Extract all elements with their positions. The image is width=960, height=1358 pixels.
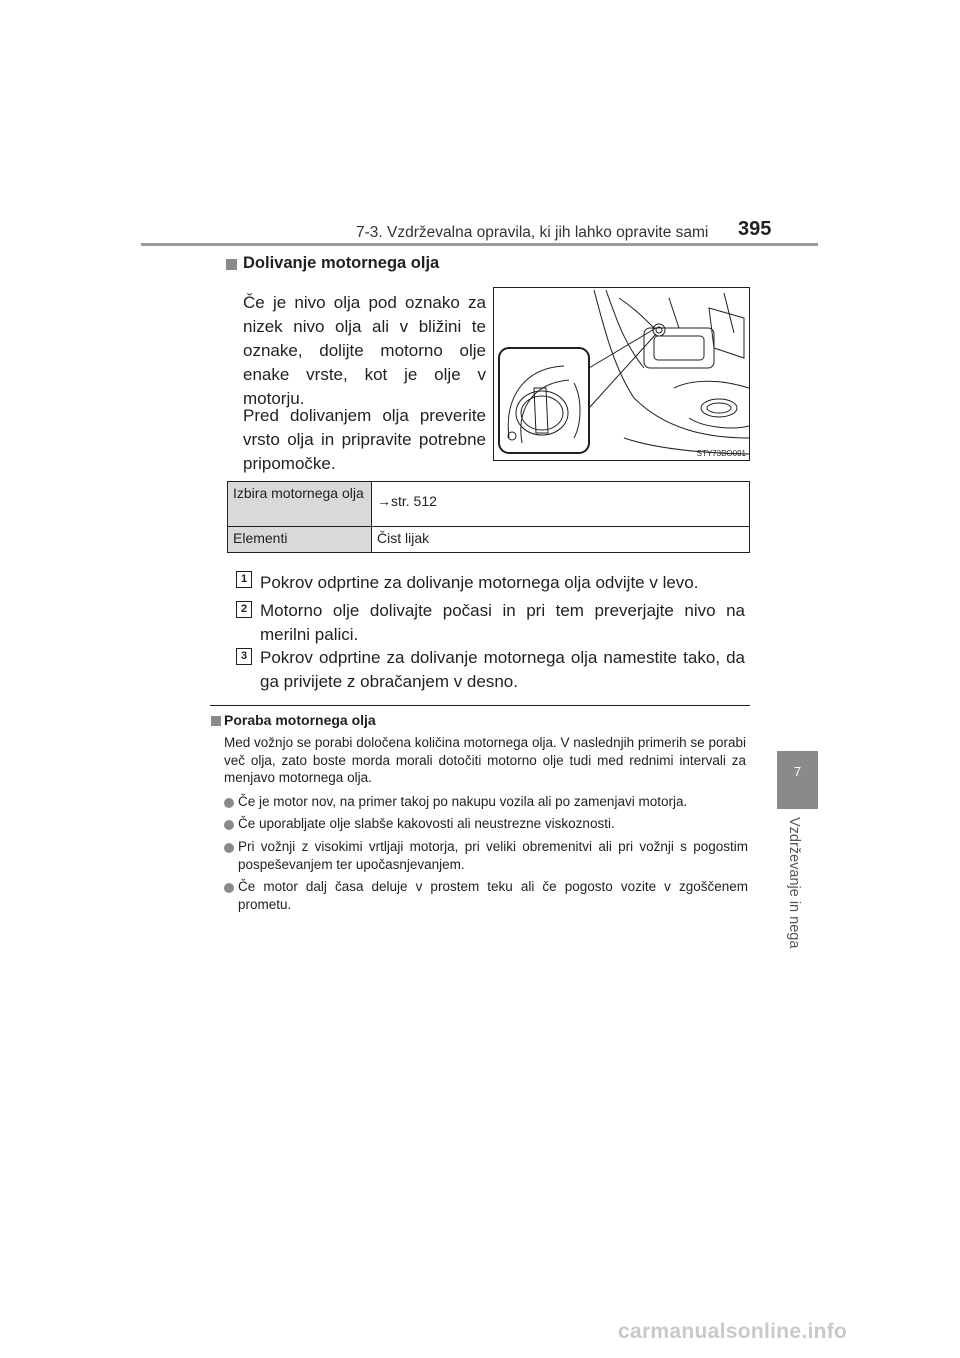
- note-bullet: Če uporabljate olje slabše kakovosti ali neustrezne viskoznosti.: [238, 816, 615, 831]
- note-marker-icon: [211, 716, 221, 726]
- figure-code: STY73BO091: [696, 449, 746, 458]
- watermark: carmanualsonline.info: [618, 1320, 848, 1343]
- note-body: Med vožnjo se porabi določena količina motornega olja. V naslednjih primerih se porabi več olja, zato boste morda morali dotočiti motorno olje tudi med rednimi intervali za menjavo motornega olja.: [224, 735, 746, 785]
- section-divider: [210, 705, 750, 706]
- table-cell-label: Izbira motornega olja: [228, 482, 372, 527]
- intro-paragraph-2: Pred dolivanjem olja preverite vrsto olja in pripravite potrebne pripomočke.: [243, 406, 486, 473]
- chapter-label: Vzdrževanje in nega: [786, 817, 802, 949]
- chapter-number: 7: [793, 764, 802, 779]
- step-number-badge: 3: [236, 648, 252, 665]
- bullet-icon: [224, 843, 234, 853]
- step-text: Motorno olje dolivajte počasi in pri tem preverjajte nivo na merilni palici.: [260, 601, 745, 644]
- chapter-tab: [777, 751, 818, 809]
- header-title: 7-3. Vzdrževalna opravila, ki jih lahko opravite sami: [356, 224, 709, 241]
- engine-illustration: [494, 288, 749, 460]
- header-rule: [141, 243, 818, 246]
- engine-oil-cap-figure: [493, 287, 750, 461]
- table-cell-value: →str. 512: [372, 482, 750, 527]
- spec-table: [227, 481, 750, 553]
- note-title: Poraba motornega olja: [224, 712, 376, 728]
- bullet-icon: [224, 883, 234, 893]
- table-cell-value: Čist lijak: [372, 527, 750, 553]
- note-bullet: Če motor dalj časa deluje v prostem teku ali če pogosto vozite v zgoščenem prometu.: [238, 879, 748, 912]
- step-text: Pokrov odprtine za dolivanje motornega olja namestite tako, da ga privijete z obračanjem v desno.: [260, 648, 745, 691]
- bullet-icon: [224, 820, 234, 830]
- section-title: Dolivanje motornega olja: [243, 254, 440, 272]
- table-row: [228, 482, 750, 527]
- note-bullet: Če je motor nov, na primer takoj po nakupu vozila ali po zamenjavi motorja.: [238, 794, 688, 809]
- intro-paragraph-1: Če je nivo olja pod oznako za nizek nivo olja ali v bližini te oznake, dolijte motorno olje enake vrste, kot je olje v motorju.: [243, 293, 486, 408]
- table-cell-label: Elementi: [228, 527, 372, 553]
- step-text: Pokrov odprtine za dolivanje motornega olja odvijte v levo.: [260, 573, 699, 592]
- bullet-icon: [224, 798, 234, 808]
- step-number-badge: 1: [236, 571, 252, 588]
- page-number: 395: [738, 218, 772, 240]
- table-row: [228, 527, 750, 553]
- section-marker-icon: [226, 259, 237, 270]
- note-bullet: Pri vožnji z visokimi vrtljaji motorja, pri veliki obremenitvi ali pri vožnji s pogostim pospeševanjem ter upočasnjevanjem.: [238, 839, 748, 872]
- step-number-badge: 2: [236, 601, 252, 618]
